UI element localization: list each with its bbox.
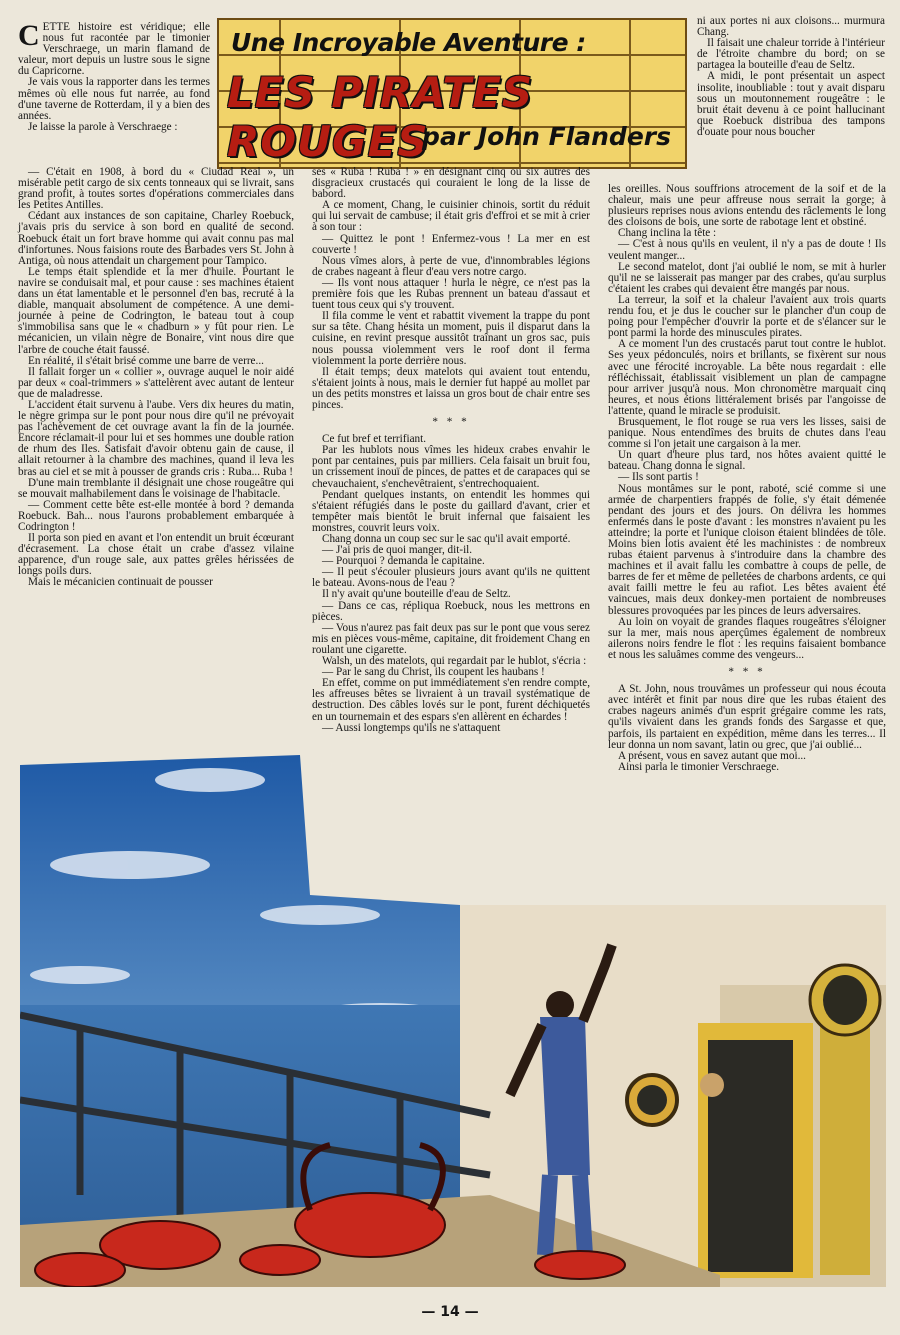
- paragraph: — Vous n'aurez pas fait deux pas sur le pont que vous serez mis en pièces vous-même, capitaine, dit froidement Chang en roulant une cigarette.: [312, 621, 590, 656]
- paragraph: Nous montâmes sur le pont, raboté, scié comme si une armée de charpentiers frappés de folie, s'y était démenée pendant des jours et des jours. On délivra les hommes enfermés dans le poste d'avant : les monstres n'avaient pu les atteindre; la porte et l'unique cloison étaient blindées de tôle. Moins bien lotis avaient été les machinistes : de nombreux rubas étaient parvenus à s'introduire dans la chambre des machines et il avait fallu les combattre à coups de pelle, de barres de fer et même de pelletées de charbons ardents, ce qui avait failli mettre le feu au rafiot. Les bêtes avaient été vaincues, mais deux donkey-men portaient de nombreuses blessures provoquées par les pinces de leurs adversaires.: [608, 482, 886, 617]
- paragraph: Ainsi parla le timonier Verschraege.: [618, 760, 780, 773]
- paragraph: Brusquement, le flot rouge se rua vers les lisses, saisi de panique. Nous entendîmes des bruits de chutes dans l'eau comme si l'on jetait une cargaison à la mer.: [608, 415, 886, 451]
- paragraph: ni aux portes ni aux cloisons... murmura Chang.: [697, 15, 885, 39]
- paragraph: Cédant aux instances de son capitaine, Charley Roebuck, j'avais pris du service à son bord en qualité de second. Roebuck était un fort brave homme qui avait connu pas mal d'infortunes. Nous faisions route des Barbades vers St. John à Antiga, où nous attendait un chargement pour Tampico.: [18, 210, 294, 267]
- paragraph: En réalité, il s'était brisé comme une barre de verre...: [28, 354, 264, 367]
- paragraph: Ce fut bref et terrifiant.: [322, 433, 427, 446]
- paragraph: — Ils sont partis !: [618, 471, 699, 484]
- paragraph: — Comment cette bête est-elle montée à bord ? demanda Roebuck. Bah... nous l'aurons probablement embarquée à Codrington !: [18, 498, 294, 533]
- section-break: * * *: [728, 666, 766, 679]
- paragraph: A présent, vous en savez autant que moi...: [618, 749, 806, 762]
- illustration: [20, 755, 886, 1287]
- paragraph: — Ils vont nous attaquer ! hurla le nègre, ce n'est pas la première fois que les Rubas prennent un bateau d'assaut et tuent tous ceux qui s'y trouvent.: [312, 276, 590, 312]
- section-break: * * *: [432, 416, 470, 429]
- paragraph: En effet, comme on put immédiatement s'en rendre compte, les affreuses bêtes se livraient à un travail systématique de destruction. Des câbles lovés sur le pont, furent déchiquetés en un tournemain et des espars s'en allèrent en échardes !: [312, 677, 590, 723]
- paragraph: Il fallait forger un « collier », ouvrage auquel le noir aidé par deux « coal-trimmers » s'attelèrent avec autant de lenteur que de maladresse.: [18, 365, 294, 400]
- paragraph: Chang inclina la tête :: [618, 227, 717, 240]
- paragraph: Il fila comme le vent et rabattit vivement la trappe du pont sur sa tête. Chang hésita un moment, puis il disparut dans la cuisine, en revint presque aussitôt traînant un gros sac, puis nous poussa violemment vers le roof dont il ferma violemment la porte derrière nous.: [312, 310, 590, 367]
- paragraph: Il porta son pied en avant et l'on entendit un bruit écœurant d'écrasement. La chose était un crabe d'assez vilaine apparence, d'un rouge sale, aux pattes grêles hérissées de longs poils durs.: [18, 532, 294, 578]
- paragraph: Le second matelot, dont j'ai oublié le nom, se mit à hurler qu'il ne se laisserait pas manger par des crabes, qu'au surplus c'étaient les crabes qui devaient être mangés par nous.: [608, 260, 886, 295]
- paragraph: Il était temps; deux matelots qui avaient tout entendu, s'étaient joints à nous, mais le dernier fut happé au mollet par un des petits monstres et laissa un gros bout de chair entre ses pinces.: [312, 365, 590, 411]
- paragraph: A ce moment, Chang, le cuisinier chinois, sortit du réduit qui lui servait de cambuse; il était gris d'effroi et se mit à crier à son tour :: [312, 199, 590, 234]
- paragraph: Nous vîmes alors, à perte de vue, d'innombrables légions de crabes nageant à fleur d'eau vers notre cargo.: [312, 254, 590, 278]
- paragraph: A midi, le pont présentait un aspect insolite, inoubliable : tout y avait disparu sous un moutonnement rougeâtre : le bruit était devenu à ce point hallucinant que Roebuck distribua des tampons d'ouate pour nous boucher: [697, 70, 885, 138]
- paragraph: D'une main tremblante il désignait une chose rougeâtre qui se mouvait malhabilement dans le voisinage de l'habitacle.: [18, 476, 294, 500]
- paragraph: — C'était en 1908, à bord du « Ciudad Real », un misérable petit cargo de six cents tonneaux qui se livrait, sans grand profit, à toutes sortes d'opérations commerciales dans les Petites Antilles.: [18, 166, 294, 212]
- paragraph: — Par le sang du Christ, ils coupent les haubans !: [322, 666, 545, 679]
- title-main: LES PIRATES ROUGES: [227, 68, 534, 166]
- paragraph: A ce moment l'un des crustacés parut tout contre le hublot. Ses yeux pédonculés, noirs et brillants, se fixèrent sur nous avec une férocité incroyable. La bête nous regardait : elle réfléchissait, établissait visiblement un plan de campagne pour arriver jusqu'à nous. Mon chronomètre marquait cinq heures, et nous étions littéralement brisés par l'angoisse de l'attente, quand le miracle se produisit.: [608, 338, 886, 417]
- paragraph: — Pourquoi ? demanda le capitaine.: [322, 555, 485, 568]
- intro-paragraph-2: Je vais vous la rapporter dans les termes mêmes où elle nous fut narrée, au fond d'une taverne de Rotterdam, il y a bien des années.: [18, 76, 210, 122]
- face-in-door: [700, 1073, 724, 1097]
- paragraph: — J'ai pris de quoi manger, dit-il.: [322, 544, 473, 557]
- paragraph: Walsh, un des matelots, qui regardait par le hublot, s'écria :: [322, 655, 587, 668]
- paragraph: Par les hublots nous vîmes les hideux crabes envahir le pont par centaines, puis par milliers. Cela faisait un bruit fou, un crissement inouï de pinces, de pattes et de carapaces qui se chevauchaient, s'enchevêtraient, s'entrechoquaient.: [312, 444, 590, 490]
- vent-opening: [823, 975, 867, 1025]
- paragraph: — C'est à nous qu'ils en veulent, il n'y a pas de doute ! Ils veulent manger...: [608, 238, 886, 262]
- paragraph: — Quittez le pont ! Enfermez-vous ! La mer en est couverte !: [312, 232, 590, 256]
- porthole-glass: [637, 1085, 667, 1115]
- column-3: [608, 184, 886, 773]
- paragraph: ses « Ruba ! Ruba ! » en désignant cinq ou six autres des disgracieux crustacés qui couraient le long de la lisse de babord.: [312, 166, 590, 201]
- title-line-1: Une Incroyable Aventure :: [231, 28, 586, 57]
- dropcap: C: [18, 19, 40, 52]
- paragraph: La terreur, la soif et la chaleur l'avaient aux trois quarts rendu fou, et je dus le coucher sur le plancher d'un coup de poing pour l'empêcher d'ouvrir la porte et de s'élancer sur le pont parmi la horde des minuscules pirates.: [608, 293, 886, 340]
- paragraph: Un quart d'heure plus tard, nos hôtes avaient quitté le bateau. Chang donna le signal.: [608, 449, 886, 473]
- paragraph: L'accident était survenu à l'aube. Vers dix heures du matin, le nègre grimpa sur le pont pour nous dire qu'il ne prévoyait pas l'achèvement de cet ouvrage avant la fin de la journée. Encore réclamait-il pour lui et ses hommes une double ration de rhum des Iles. Satisfait d'avoir obtenu gain de cause, il allait retourner à la chambre des machines, quand il leva les bras au ciel et se mit à pousser de grands cris : Ruba... Ruba !: [18, 398, 294, 478]
- paragraph: A St. John, nous trouvâmes un professeur qui nous écouta avec intérêt et finit par nous dire que les rubas étaient des crabes nageurs animés d'un esprit grégaire comme les rats, qu'ils vivaient dans les grands fonds des Sargasse et que, parfois, ils partaient en expédition, même dans les terres... Il leur donna un nom savant, latin ou grec, que j'ai oublié...: [608, 683, 886, 751]
- paragraph: Pendant quelques instants, on entendit les hommes qui s'étaient réfugiés dans le poste du gaillard d'avant, crier et tempêter mais bientôt le bruit infernal que faisaient les monstres, couvrit leurs voix.: [312, 488, 590, 534]
- page-number: — 14 —: [421, 1304, 479, 1320]
- door: [708, 1040, 793, 1272]
- title-author: par John Flanders: [422, 122, 671, 151]
- vent-pipe: [820, 1005, 870, 1275]
- paragraph: — Il peut s'écouler plusieurs jours avant qu'ils ne quittent le bateau. Avons-nous de l'eau ?: [312, 566, 590, 590]
- intro-paragraph-3: Je laisse la parole à Verschraege :: [28, 120, 178, 133]
- column-3-top: [697, 16, 885, 138]
- paragraph: Il n'y avait qu'une bouteille d'eau de Seltz.: [322, 588, 511, 601]
- column-2: [312, 167, 590, 734]
- intro-text: [18, 19, 210, 133]
- paragraph: Il faisait une chaleur torride à l'intérieur de l'étroite chambre du bord; on se partagea la bouteille d'eau de Seltz.: [697, 37, 885, 72]
- paragraph: Le temps était splendide et la mer d'huile. Pourtant le navire se conduisait mal, et pour cause : ses machines étaient dans un état lamentable et le personnel d'en bas, recruté à la diable, manquait absolument de compétence. A une demi-journée à peine de Codrington, le bateau tout à coup s'immobilisa sans que le « chadburn » y fût pour rien. Le mécanicien, un vilain nègre de Bonaire, vint nous dire que l'arbre de couche était faussé.: [18, 265, 294, 356]
- paragraph: Chang donna un coup sec sur le sac qu'il avait emporté.: [322, 533, 571, 545]
- paragraph: Mais le mécanicien continuait de pousser: [28, 576, 213, 589]
- paragraph: Au loin on voyait de grandes flaques rougeâtres s'éloigner sur la mer, mais nous aperçûmes également de nombreux ailerons noirs fendre le flot : les requins faisaient bombance et nous les saluâmes comme des vengeurs...: [608, 615, 886, 661]
- title-banner: [217, 18, 687, 169]
- paragraph: les oreilles. Nous souffrions atrocement de la soif et de la chaleur, mais une peur affreuse nous serrait la gorge; à plusieurs reprises nous avions entendu des râclements le long des cloisons de bois, une sorte de rabotage lent et obstiné.: [608, 183, 886, 229]
- paragraph: — Aussi longtemps qu'ils ne s'attaquent: [322, 721, 501, 734]
- intro-paragraph-1: ETTE histoire est véridique; elle nous fut racontée par le timonier Verschraege, un marin flamand de valeur, mort depuis un lustre sous le signe du Capricorne.: [18, 21, 210, 78]
- column-1: [18, 167, 294, 589]
- paragraph: — Dans ce cas, répliqua Roebuck, nous les mettrons en pièces.: [312, 599, 590, 623]
